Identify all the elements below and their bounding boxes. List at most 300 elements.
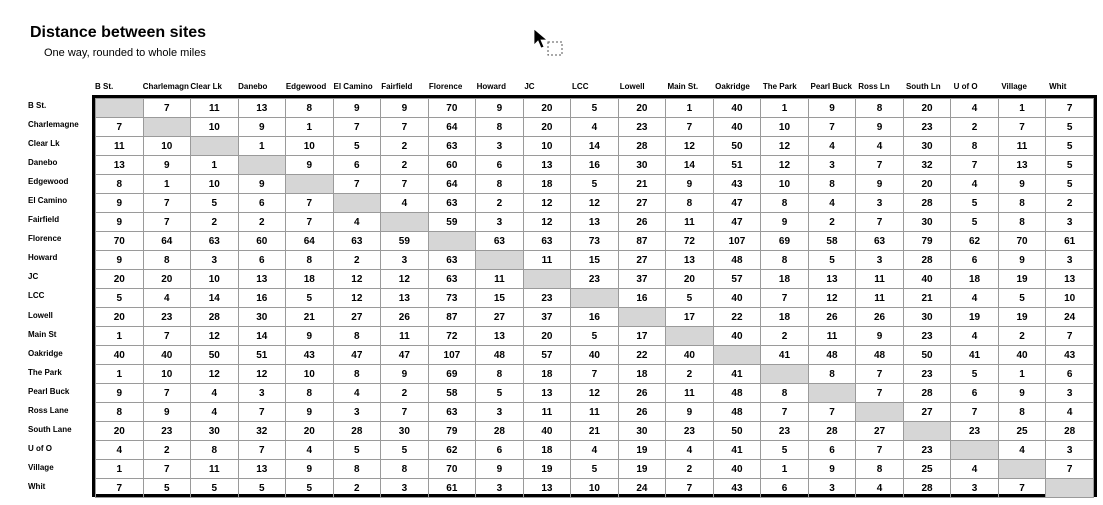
- distance-cell: 10: [761, 118, 809, 137]
- distance-cell: 6: [333, 156, 381, 175]
- column-header: Village: [1001, 82, 1028, 91]
- distance-cell: 13: [238, 460, 286, 479]
- distance-cell: 28: [1046, 422, 1094, 441]
- column-header: Whit: [1049, 82, 1067, 91]
- table-row: [96, 251, 1094, 270]
- distance-cell: 43: [1046, 346, 1094, 365]
- distance-cell: 12: [666, 137, 714, 156]
- distance-cell: 63: [428, 270, 476, 289]
- distance-cell: 13: [381, 289, 429, 308]
- distance-cell: 7: [761, 403, 809, 422]
- diagonal-cell: [666, 327, 714, 346]
- distance-cell: 2: [238, 213, 286, 232]
- distance-cell: 9: [998, 251, 1046, 270]
- distance-cell: 9: [998, 384, 1046, 403]
- distance-cell: 6: [951, 251, 999, 270]
- distance-cell: 59: [428, 213, 476, 232]
- diagonal-cell: [571, 289, 619, 308]
- table-row: [96, 327, 1094, 346]
- distance-cell: 5: [1046, 118, 1094, 137]
- distance-cell: 3: [856, 251, 904, 270]
- distance-cell: 7: [143, 99, 191, 118]
- distance-cell: 3: [1046, 251, 1094, 270]
- distance-cell: 70: [428, 460, 476, 479]
- distance-cell: 30: [903, 308, 951, 327]
- distance-cell: 5: [1046, 137, 1094, 156]
- row-header: Ross Lane: [28, 405, 69, 415]
- mouse-pointer-icon: [532, 28, 566, 60]
- distance-cell: 28: [903, 251, 951, 270]
- distance-cell: 4: [381, 194, 429, 213]
- distance-cell: 5: [571, 175, 619, 194]
- distance-cell: 47: [333, 346, 381, 365]
- distance-cell: 8: [286, 251, 334, 270]
- distance-cell: 7: [951, 156, 999, 175]
- distance-cell: 13: [238, 270, 286, 289]
- distance-cell: 9: [286, 156, 334, 175]
- distance-cell: 23: [618, 118, 666, 137]
- distance-cell: 11: [856, 270, 904, 289]
- row-header: Whit: [28, 481, 46, 491]
- distance-cell: 12: [808, 289, 856, 308]
- table-row: [96, 137, 1094, 156]
- distance-cell: 14: [238, 327, 286, 346]
- distance-cell: 20: [286, 422, 334, 441]
- distance-cell: 50: [191, 346, 239, 365]
- column-header: Clear Lk: [190, 82, 222, 91]
- distance-cell: 2: [333, 251, 381, 270]
- distance-cell: 9: [476, 460, 524, 479]
- distance-cell: 12: [238, 365, 286, 384]
- distance-cell: 5: [951, 194, 999, 213]
- distance-cell: 9: [808, 460, 856, 479]
- table-row: [96, 460, 1094, 479]
- distance-cell: 48: [808, 346, 856, 365]
- distance-cell: 11: [523, 403, 571, 422]
- distance-cell: 11: [191, 99, 239, 118]
- distance-cell: 7: [856, 384, 904, 403]
- distance-cell: 48: [713, 251, 761, 270]
- distance-cell: 1: [998, 99, 1046, 118]
- diagonal-cell: [381, 213, 429, 232]
- distance-cell: 64: [286, 232, 334, 251]
- distance-cell: 4: [333, 384, 381, 403]
- distance-cell: 21: [903, 289, 951, 308]
- distance-cell: 7: [96, 118, 144, 137]
- distance-cell: 50: [713, 422, 761, 441]
- row-header: Oakridge: [28, 348, 63, 358]
- distance-cell: 43: [713, 175, 761, 194]
- diagonal-cell: [476, 251, 524, 270]
- distance-cell: 79: [428, 422, 476, 441]
- distance-cell: 2: [381, 156, 429, 175]
- distance-cell: 5: [571, 99, 619, 118]
- distance-cell: 3: [808, 479, 856, 498]
- table-row: [96, 156, 1094, 175]
- distance-cell: 22: [713, 308, 761, 327]
- distance-cell: 63: [191, 232, 239, 251]
- distance-cell: 27: [476, 308, 524, 327]
- distance-cell: 5: [191, 194, 239, 213]
- diagonal-cell: [523, 270, 571, 289]
- row-header: Howard: [28, 253, 58, 263]
- distance-cell: 8: [286, 384, 334, 403]
- distance-cell: 13: [571, 213, 619, 232]
- distance-cell: 57: [523, 346, 571, 365]
- distance-cell: 87: [428, 308, 476, 327]
- distance-cell: 8: [96, 175, 144, 194]
- distance-cell: 11: [856, 289, 904, 308]
- distance-cell: 12: [381, 270, 429, 289]
- distance-cell: 1: [761, 460, 809, 479]
- distance-cell: 1: [761, 99, 809, 118]
- distance-cell: 9: [96, 384, 144, 403]
- distance-cell: 7: [998, 118, 1046, 137]
- distance-cell: 47: [713, 194, 761, 213]
- distance-cell: 1: [238, 137, 286, 156]
- distance-cell: 9: [238, 118, 286, 137]
- distance-cell: 8: [333, 365, 381, 384]
- table-row: [96, 213, 1094, 232]
- distance-cell: 28: [903, 194, 951, 213]
- distance-cell: 2: [666, 365, 714, 384]
- distance-cell: 26: [618, 213, 666, 232]
- distance-cell: 7: [761, 289, 809, 308]
- distance-cell: 4: [571, 118, 619, 137]
- distance-cell: 5: [191, 479, 239, 498]
- row-header: Village: [28, 462, 54, 472]
- distance-cell: 7: [856, 441, 904, 460]
- distance-cell: 3: [238, 384, 286, 403]
- distance-cell: 5: [998, 289, 1046, 308]
- distance-cell: 9: [476, 99, 524, 118]
- distance-cell: 6: [808, 441, 856, 460]
- distance-cell: 5: [571, 460, 619, 479]
- distance-cell: 2: [761, 327, 809, 346]
- distance-cell: 8: [998, 403, 1046, 422]
- distance-cell: 5: [333, 137, 381, 156]
- distance-cell: 8: [381, 460, 429, 479]
- distance-cell: 21: [571, 422, 619, 441]
- distance-cell: 16: [571, 156, 619, 175]
- distance-cell: 7: [998, 479, 1046, 498]
- distance-cell: 8: [666, 194, 714, 213]
- row-header: JC: [28, 272, 39, 282]
- distance-cell: 30: [903, 137, 951, 156]
- distance-cell: 9: [666, 175, 714, 194]
- distance-cell: 4: [666, 441, 714, 460]
- distance-table: [92, 95, 1097, 497]
- diagonal-cell: [191, 137, 239, 156]
- distance-cell: 3: [808, 156, 856, 175]
- distance-cell: 48: [713, 403, 761, 422]
- distance-cell: 9: [381, 365, 429, 384]
- distance-cell: 4: [951, 99, 999, 118]
- distance-cell: 5: [333, 441, 381, 460]
- distance-cell: 20: [618, 99, 666, 118]
- distance-cell: 13: [808, 270, 856, 289]
- distance-cell: 9: [286, 460, 334, 479]
- distance-cell: 107: [428, 346, 476, 365]
- distance-cell: 11: [381, 327, 429, 346]
- table-row: [96, 118, 1094, 137]
- distance-cell: 6: [476, 441, 524, 460]
- distance-cell: 63: [428, 403, 476, 422]
- distance-cell: 19: [618, 441, 666, 460]
- distance-cell: 12: [523, 213, 571, 232]
- distance-cell: 48: [476, 346, 524, 365]
- row-header: U of O: [28, 443, 52, 453]
- distance-cell: 14: [191, 289, 239, 308]
- distance-cell: 40: [571, 346, 619, 365]
- distance-cell: 4: [1046, 403, 1094, 422]
- distance-cell: 4: [143, 289, 191, 308]
- distance-cell: 20: [523, 118, 571, 137]
- row-header: Florence: [28, 234, 62, 244]
- distance-cell: 4: [286, 441, 334, 460]
- distance-cell: 63: [333, 232, 381, 251]
- distance-cell: 30: [191, 422, 239, 441]
- distance-cell: 40: [713, 460, 761, 479]
- column-header: Oakridge: [715, 82, 750, 91]
- distance-cell: 48: [713, 384, 761, 403]
- distance-cell: 4: [951, 175, 999, 194]
- distance-cell: 4: [856, 479, 904, 498]
- distance-cell: 28: [191, 308, 239, 327]
- distance-cell: 13: [666, 251, 714, 270]
- distance-cell: 20: [96, 308, 144, 327]
- column-header: Lowell: [619, 82, 645, 91]
- distance-cell: 11: [96, 137, 144, 156]
- distance-cell: 10: [191, 118, 239, 137]
- distance-cell: 3: [476, 403, 524, 422]
- distance-cell: 6: [761, 479, 809, 498]
- distance-cell: 73: [571, 232, 619, 251]
- distance-cell: 63: [428, 194, 476, 213]
- diagonal-cell: [618, 308, 666, 327]
- distance-cell: 70: [998, 232, 1046, 251]
- distance-cell: 48: [856, 346, 904, 365]
- column-header: U of O: [953, 82, 978, 91]
- distance-cell: 7: [951, 403, 999, 422]
- distance-cell: 8: [476, 365, 524, 384]
- table-row: [96, 289, 1094, 308]
- distance-cell: 10: [571, 479, 619, 498]
- distance-cell: 40: [96, 346, 144, 365]
- distance-cell: 40: [713, 99, 761, 118]
- distance-cell: 27: [618, 251, 666, 270]
- distance-cell: 13: [1046, 270, 1094, 289]
- distance-cell: 7: [333, 175, 381, 194]
- distance-cell: 10: [191, 270, 239, 289]
- distance-cell: 5: [571, 327, 619, 346]
- distance-cell: 4: [191, 384, 239, 403]
- table-row: [96, 194, 1094, 213]
- distance-cell: 19: [998, 308, 1046, 327]
- distance-cell: 5: [238, 479, 286, 498]
- distance-cell: 62: [428, 441, 476, 460]
- row-header: Clear Lk: [28, 139, 60, 149]
- distance-cell: 40: [713, 118, 761, 137]
- distance-cell: 2: [191, 213, 239, 232]
- distance-cell: 40: [143, 346, 191, 365]
- column-header: Howard: [476, 82, 506, 91]
- distance-cell: 20: [523, 99, 571, 118]
- distance-cell: 12: [761, 156, 809, 175]
- distance-cell: 14: [666, 156, 714, 175]
- distance-cell: 9: [808, 99, 856, 118]
- column-header: JC: [524, 82, 535, 91]
- distance-cell: 30: [618, 156, 666, 175]
- column-header: The Park: [762, 82, 797, 91]
- table-row: [96, 232, 1094, 251]
- distance-cell: 11: [191, 460, 239, 479]
- distance-cell: 7: [381, 118, 429, 137]
- distance-cell: 10: [191, 175, 239, 194]
- distance-cell: 11: [808, 327, 856, 346]
- distance-cell: 1: [96, 365, 144, 384]
- distance-cell: 5: [143, 479, 191, 498]
- table-row: [96, 441, 1094, 460]
- distance-cell: 7: [856, 365, 904, 384]
- distance-cell: 8: [856, 99, 904, 118]
- distance-cell: 69: [428, 365, 476, 384]
- distance-cell: 28: [476, 422, 524, 441]
- distance-cell: 26: [381, 308, 429, 327]
- distance-cell: 7: [143, 384, 191, 403]
- distance-cell: 20: [143, 270, 191, 289]
- distance-cell: 11: [523, 251, 571, 270]
- column-header: Main St.: [667, 82, 699, 91]
- table-row: [96, 384, 1094, 403]
- distance-cell: 60: [238, 232, 286, 251]
- distance-cell: 40: [713, 289, 761, 308]
- distance-cell: 7: [856, 213, 904, 232]
- distance-cell: 11: [998, 137, 1046, 156]
- distance-cell: 43: [286, 346, 334, 365]
- distance-cell: 5: [286, 479, 334, 498]
- distance-cell: 63: [523, 232, 571, 251]
- column-header: Pearl Buck: [810, 82, 852, 91]
- distance-cell: 3: [476, 137, 524, 156]
- distance-cell: 8: [761, 194, 809, 213]
- distance-cell: 1: [286, 118, 334, 137]
- distance-cell: 18: [523, 441, 571, 460]
- distance-cell: 12: [333, 289, 381, 308]
- column-header: El Camino: [333, 82, 373, 91]
- distance-cell: 4: [998, 441, 1046, 460]
- column-header: Edgewood: [285, 82, 327, 91]
- distance-cell: 20: [96, 270, 144, 289]
- distance-cell: 4: [191, 403, 239, 422]
- distance-cell: 6: [951, 384, 999, 403]
- diagonal-cell: [998, 460, 1046, 479]
- distance-cell: 10: [761, 175, 809, 194]
- column-header: Ross Ln: [858, 82, 890, 91]
- distance-cell: 7: [856, 156, 904, 175]
- distance-cell: 4: [571, 441, 619, 460]
- distance-cell: 8: [143, 251, 191, 270]
- distance-cell: 26: [618, 384, 666, 403]
- distance-cell: 11: [666, 384, 714, 403]
- row-header: Charlemagne: [28, 120, 79, 130]
- distance-cell: 21: [618, 175, 666, 194]
- distance-cell: 2: [476, 194, 524, 213]
- distance-cell: 28: [808, 422, 856, 441]
- distance-cell: 10: [143, 365, 191, 384]
- distance-cell: 41: [713, 365, 761, 384]
- distance-cell: 9: [856, 327, 904, 346]
- distance-cell: 11: [571, 403, 619, 422]
- distance-cell: 2: [381, 384, 429, 403]
- distance-cell: 5: [381, 441, 429, 460]
- distance-cell: 19: [523, 460, 571, 479]
- distance-cell: 7: [286, 213, 334, 232]
- distance-cell: 6: [238, 251, 286, 270]
- distance-cell: 13: [523, 384, 571, 403]
- distance-cell: 9: [286, 327, 334, 346]
- distance-cell: 5: [1046, 175, 1094, 194]
- distance-cell: 61: [428, 479, 476, 498]
- distance-cell: 20: [903, 99, 951, 118]
- distance-cell: 8: [951, 137, 999, 156]
- distance-cell: 7: [808, 403, 856, 422]
- diagonal-cell: [333, 194, 381, 213]
- distance-cell: 28: [618, 137, 666, 156]
- distance-cell: 41: [761, 346, 809, 365]
- column-header: B St.: [95, 82, 114, 91]
- diagonal-cell: [856, 403, 904, 422]
- distance-cell: 2: [333, 479, 381, 498]
- distance-cell: 12: [761, 137, 809, 156]
- distance-cell: 13: [96, 156, 144, 175]
- distance-cell: 12: [333, 270, 381, 289]
- distance-cell: 5: [476, 384, 524, 403]
- distance-cell: 79: [903, 232, 951, 251]
- distance-cell: 3: [381, 479, 429, 498]
- distance-cell: 4: [808, 137, 856, 156]
- row-header: Edgewood: [28, 177, 69, 187]
- distance-cell: 4: [333, 213, 381, 232]
- distance-cell: 23: [666, 422, 714, 441]
- distance-cell: 37: [523, 308, 571, 327]
- table-row: [96, 308, 1094, 327]
- distance-cell: 4: [856, 137, 904, 156]
- distance-cell: 40: [998, 346, 1046, 365]
- distance-cell: 7: [1046, 327, 1094, 346]
- distance-cell: 5: [1046, 156, 1094, 175]
- row-headers: [28, 96, 92, 496]
- distance-cell: 1: [143, 175, 191, 194]
- distance-cell: 13: [476, 327, 524, 346]
- row-header: LCC: [28, 291, 45, 301]
- distance-cell: 10: [286, 365, 334, 384]
- distance-cell: 23: [571, 270, 619, 289]
- table-row: [96, 346, 1094, 365]
- distance-cell: 43: [713, 479, 761, 498]
- column-header: Fairfield: [381, 82, 413, 91]
- table-row: [96, 99, 1094, 118]
- distance-cell: 26: [808, 308, 856, 327]
- distance-cell: 18: [761, 308, 809, 327]
- distance-cell: 7: [381, 403, 429, 422]
- distance-cell: 3: [333, 403, 381, 422]
- distance-cell: 63: [428, 251, 476, 270]
- distance-cell: 3: [476, 479, 524, 498]
- distance-cell: 28: [903, 384, 951, 403]
- distance-cell: 12: [191, 327, 239, 346]
- distance-cell: 23: [761, 422, 809, 441]
